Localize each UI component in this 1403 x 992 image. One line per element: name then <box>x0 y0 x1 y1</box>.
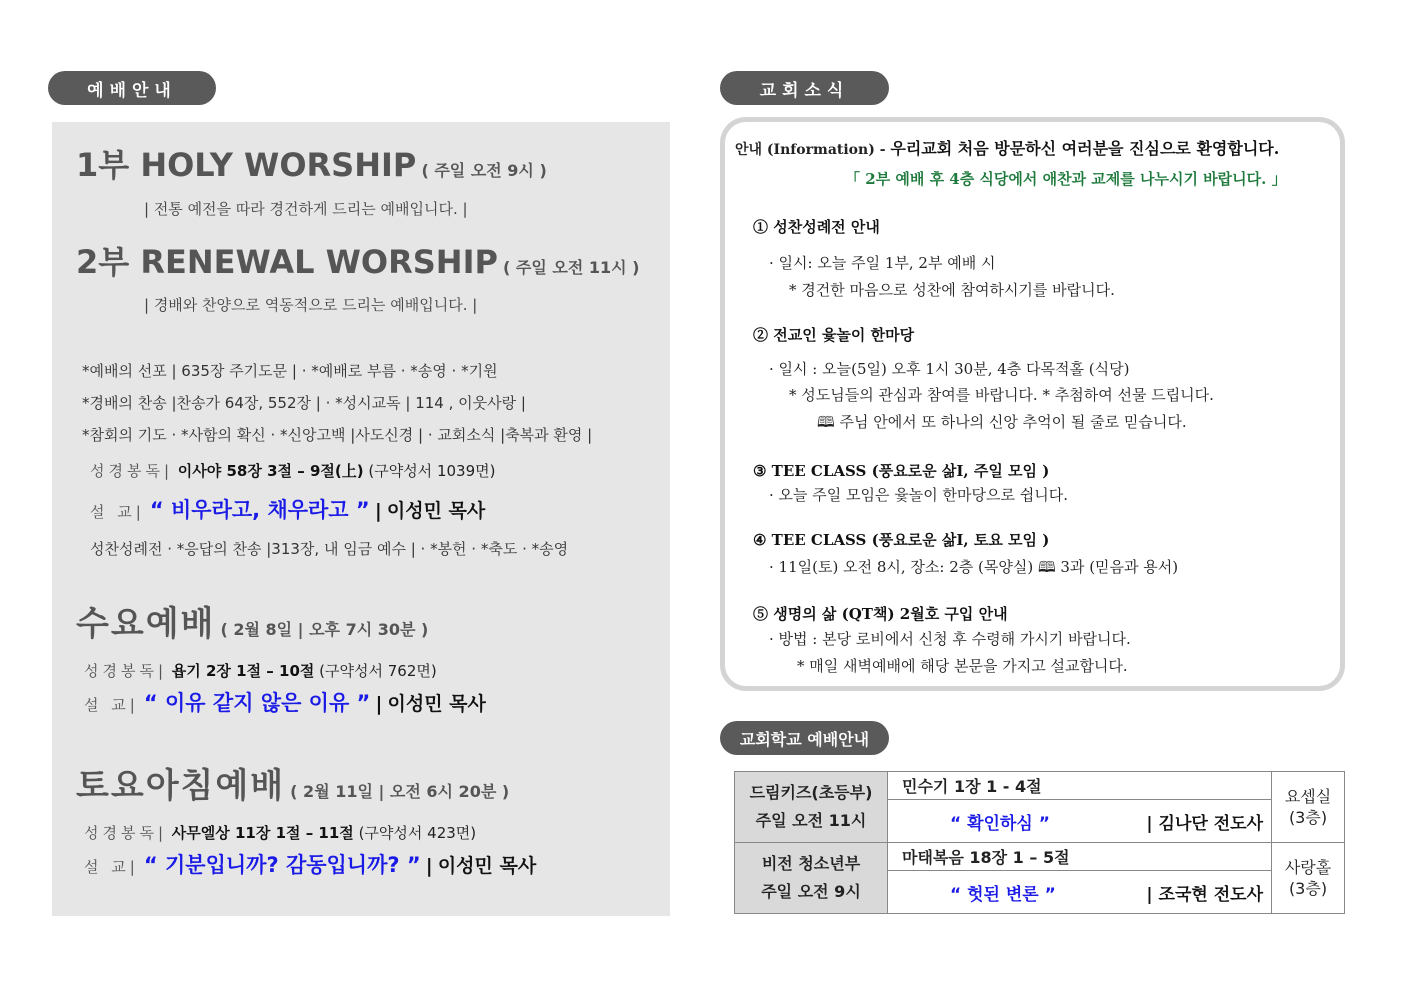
reading-passage: 이사야 58장 3절 – 9절(上) <box>177 462 364 480</box>
school-section-pill <box>720 721 889 755</box>
passage-cell: 민수기 1장 1 - 4절 <box>888 772 1272 800</box>
reading-label: 성경봉독| <box>84 662 168 680</box>
passage-cell: 마태복음 18장 1 – 5절 <box>888 842 1272 870</box>
reading-label: 성경봉독| <box>90 462 174 480</box>
worship-panel <box>52 122 670 916</box>
reading-page: (구약성서 1039면) <box>363 462 496 480</box>
sermon-line <box>90 494 485 524</box>
school-schedule-table <box>734 771 1345 914</box>
dept-cell <box>735 772 888 843</box>
dept-cell <box>735 842 888 913</box>
service-1 <box>76 140 547 186</box>
sermon-title: “ 이유 같지 않은 이유 ” <box>143 691 371 715</box>
sermon-label: 설 교| <box>84 858 139 876</box>
news-item-line: * 경건한 마음으로 성찬에 참여하시기를 바랍니다. <box>789 281 1115 299</box>
service-1-time: ( 주일 오전 9시 ) <box>421 161 547 180</box>
order-line: *참회의 기도 · *사함의 확신 · *신앙고백 |사도신경 | · 교회소식 |축복과 환영 | <box>82 426 593 444</box>
pastor-name: 이성민 목사 <box>386 500 486 522</box>
room-cell <box>1272 772 1345 843</box>
news-item-heading: ⑤ 생명의 삶 (QT책) 2월호 구입 안내 <box>753 605 1008 623</box>
teacher-name: | 조국현 전도사 <box>1146 884 1263 905</box>
order-line: *예배의 선포 | 635장 주기도문 | · *예배로 부름 · *송영 · *기원 <box>82 362 498 380</box>
news-item-heading: ④ TEE CLASS (풍요로운 삶Ⅰ, 토요 모임 ) <box>753 531 1050 549</box>
scripture-reading <box>90 460 495 481</box>
school-section-title: 교회학교 예배안내 <box>739 729 870 749</box>
news-item-line: * 매일 새벽예배에 해당 본문을 가지고 설교합니다. <box>797 657 1128 675</box>
room-floor: (3층) <box>1288 878 1328 898</box>
reading-page: (구약성서 762면) <box>314 662 437 680</box>
dept-name: 드림키즈(초등부) <box>749 782 873 802</box>
saturday-sermon <box>84 849 536 879</box>
sermon-label: 설 교| <box>84 696 139 714</box>
news-item-line: · 일시: 오늘 주일 1부, 2부 예배 시 <box>769 254 996 272</box>
service-2-desc: | 경배와 찬양으로 역동적으로 드리는 예배입니다. | <box>144 296 478 314</box>
wednesday-title: 수요예배 <box>76 604 216 644</box>
news-item-line: * 성도님들의 관심과 참여를 바랍니다. * 추첨하여 선물 드립니다. <box>789 386 1214 404</box>
service-1-desc: | 전통 예전을 따라 경건하게 드리는 예배입니다. | <box>144 200 468 218</box>
service-1-title: 1부 HOLY WORSHIP <box>76 146 417 184</box>
worship-section-title: 예배안내 <box>87 80 177 101</box>
news-item-heading: ① 성찬성례전 안내 <box>753 218 880 236</box>
communion-order: 성찬성례전 · *응답의 찬송 |313장, 내 임금 예수 | · *봉헌 · *축도 · *송영 <box>90 540 569 558</box>
news-section-title: 교회소식 <box>759 80 850 101</box>
sermon-separator: | <box>425 855 433 877</box>
dept-time: 주일 오전 9시 <box>761 881 861 901</box>
sermon-title: “ 확인하심 ” <box>950 813 1050 834</box>
wednesday-sermon <box>84 687 486 717</box>
service-2-title: 2부 RENEWAL WORSHIP <box>76 243 498 281</box>
intro-fellowship-notice: 「 2부 예배 후 4층 식당에서 애찬과 교제를 나누시기 바랍니다. 」 <box>845 170 1287 188</box>
dept-name: 비전 청소년부 <box>761 853 861 873</box>
wednesday-time: ( 2월 8일 | 오후 7시 30분 ) <box>220 620 429 639</box>
saturday-time: ( 2월 11일 | 오전 6시 20분 ) <box>290 782 510 801</box>
news-box <box>720 117 1345 691</box>
pastor-name: 이성민 목사 <box>387 693 486 715</box>
news-item-heading: ② 전교인 윷놀이 한마당 <box>753 326 915 344</box>
worship-section-pill <box>48 71 216 105</box>
intro-welcome: 우리교회 처음 방문하신 여러분을 진심으로 환영합니다. <box>890 139 1280 158</box>
sermon-cell <box>888 800 1272 843</box>
news-item-line: 🕮 주님 안에서 또 하나의 신앙 추억이 될 줄로 믿습니다. <box>817 413 1187 431</box>
news-item-line: · 오늘 주일 모임은 윷놀이 한마당으로 쉽니다. <box>769 486 1068 504</box>
sermon-separator: | <box>375 693 383 715</box>
reading-passage: 욥기 2장 1절 – 10절 <box>171 662 315 680</box>
saturday-title: 토요아침예배 <box>76 766 286 806</box>
table-row <box>735 842 1345 870</box>
pastor-name: 이성민 목사 <box>437 855 537 877</box>
sermon-separator: | <box>374 500 382 522</box>
sermon-label: 설 교| <box>90 503 145 521</box>
wednesday-service <box>76 596 428 645</box>
sermon-title: “ 헛된 변론 ” <box>950 884 1056 905</box>
reading-passage: 사무엘상 11장 1절 – 11절 <box>171 824 354 842</box>
service-2-time: ( 주일 오전 11시 ) <box>503 258 640 277</box>
service-2 <box>76 237 640 283</box>
sermon-title: “ 기분입니까? 감동입니까? ” <box>143 853 421 877</box>
intro-label: 안내 (Information) - <box>735 142 891 158</box>
room-floor: (3층) <box>1288 807 1328 827</box>
room-name: 사랑홀 <box>1284 857 1332 877</box>
news-section-pill <box>720 71 889 105</box>
news-item-heading: ③ TEE CLASS (풍요로운 삶Ⅰ, 주일 모임 ) <box>753 462 1050 480</box>
news-intro <box>735 136 1279 159</box>
teacher-name: | 김나단 전도사 <box>1146 813 1263 834</box>
reading-page: (구약성서 423면) <box>353 824 477 842</box>
reading-label: 성경봉독| <box>84 824 168 842</box>
sermon-title: “ 비우라고, 채우라고 ” <box>149 498 370 522</box>
news-item-line: · 방법 : 본당 로비에서 신청 후 수령해 가시기 바랍니다. <box>769 630 1131 648</box>
saturday-reading <box>84 822 476 843</box>
sermon-cell <box>888 871 1272 914</box>
room-name: 요셉실 <box>1284 786 1332 806</box>
dept-time: 주일 오전 11시 <box>755 810 867 830</box>
wednesday-reading <box>84 660 437 681</box>
table-row <box>735 772 1345 800</box>
news-item-line: · 11일(토) 오전 8시, 장소: 2층 (목양실) 🕮 3과 (믿음과 용서) <box>769 558 1179 576</box>
room-cell <box>1272 842 1345 913</box>
news-item-line: · 일시 : 오늘(5일) 오후 1시 30분, 4층 다목적홀 (식당) <box>769 360 1130 378</box>
order-line: *경배의 찬송 |찬송가 64장, 552장 | · *성시교독 | 114 , 이웃사랑 | <box>82 394 526 412</box>
saturday-service <box>76 758 509 807</box>
